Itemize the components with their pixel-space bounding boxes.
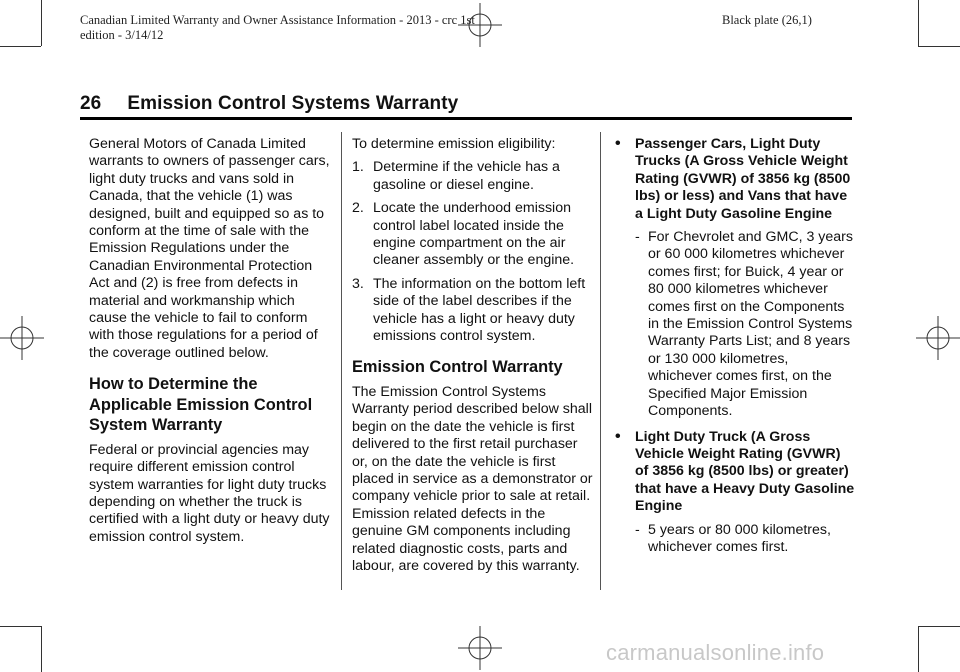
column-2 [352, 136, 595, 575]
column-3 [615, 136, 855, 556]
dash-icon: - [635, 521, 640, 538]
bullet-title: Light Duty Truck (A Gross Vehicle Weight Rating (GVWR) of 3856 kg (8500 lbs) or greater) that have a Heavy Duty Gasoline Engine [635, 428, 855, 515]
column-divider [341, 132, 342, 590]
bullet-icon: • [615, 427, 621, 445]
bullet-item [615, 429, 855, 516]
registration-mark-top [458, 3, 502, 47]
list-item [352, 159, 595, 194]
crop-mark [918, 626, 960, 627]
column-divider [600, 132, 601, 590]
sub-item [615, 522, 855, 557]
doc-title-line1: Canadian Limited Warranty and Owner Assistance Information - 2013 - crc 1st [80, 13, 475, 27]
plate-label: Black plate (26,1) [722, 13, 812, 27]
page-number: 26 [80, 93, 102, 114]
page-heading: Emission Control Systems Warranty [127, 93, 459, 114]
body-paragraph: The Emission Control Systems Warranty period described below shall begin on the date the vehicle is first delivered to the first retail purchaser or, on the date the vehicle is first placed in service as a demonstrator or company vehicle prior to sale at retail. Emission related defects in the genuine GM components including related diagnostic costs, parts and labour, are covered by this warranty. [352, 383, 593, 575]
bullet-item [615, 136, 855, 223]
list-text: Locate the underhood emission control label located inside the engine compartment on the air cleaner assembly or the engine. [373, 200, 575, 269]
crop-mark [0, 626, 41, 627]
sub-text: 5 years or 80 000 kilometres, whichever comes first. [648, 521, 831, 555]
list-number: 2. [352, 200, 364, 217]
crop-mark [918, 626, 919, 672]
section-heading: How to Determine the Applicable Emission Control System Warranty [89, 375, 313, 435]
bullet-icon: • [615, 135, 621, 152]
list-number: 3. [352, 275, 364, 292]
list-number: 1. [352, 159, 364, 176]
crop-mark [918, 46, 960, 47]
dash-icon: - [635, 229, 640, 246]
title-rule [80, 117, 852, 120]
list-item [352, 276, 595, 346]
registration-mark-left [0, 316, 44, 360]
registration-mark-right [916, 316, 960, 360]
list-item [352, 200, 595, 270]
crop-mark [41, 0, 42, 46]
page-title [80, 93, 458, 115]
registration-mark-bottom [458, 626, 502, 670]
doc-header [80, 13, 475, 43]
watermark: carmanualsonline.info [606, 640, 825, 665]
crop-mark [0, 46, 41, 47]
crop-mark [41, 626, 42, 672]
list-text: Determine if the vehicle has a gasoline or diesel engine. [373, 159, 560, 193]
sub-item [615, 229, 855, 420]
column-1 [89, 136, 335, 546]
body-paragraph: Federal or provincial agencies may require different emission control system warranties for light duty trucks depending on whether the truck is certified with a light duty or heavy duty emission control system. [89, 441, 330, 545]
crop-mark [918, 0, 919, 46]
intro-line: To determine emission eligibility: [352, 136, 556, 152]
section-heading: Emission Control Warranty [352, 358, 563, 377]
list-text: The information on the bottom left side of the label describes if the vehicle has a light or heavy duty emissions control system. [373, 275, 586, 345]
doc-title-line2: edition - 3/14/12 [80, 28, 164, 42]
intro-paragraph: General Motors of Canada Limited warrants to owners of passenger cars, light duty trucks and vans sold in Canada, that the vehicle (1) was designed, built and equipped so as to conform at the time of sale with the Emission Regulations under the Canadian Environmental Protection Act and (2) is free from defects in material and workmanship which cause the vehicle to fail to conform with those regulations for a period of the coverage outlined below. [89, 136, 330, 361]
sub-text: For Chevrolet and GMC, 3 years or 60 000 kilometres whichever comes first; for Buick, 4 year or 80 000 kilometres whichever comes first on the Components in the Emission Control Systems Warranty Parts List; and 8 years or 130 000 kilometres, whichever comes first, on the Specified Major Emission Components. [648, 229, 854, 420]
bullet-title: Passenger Cars, Light Duty Trucks (A Gross Vehicle Weight Rating (GVWR) of 3856 kg (8500 lbs) or less) and Vans that have a Light Duty Gasoline Engine [635, 136, 851, 222]
